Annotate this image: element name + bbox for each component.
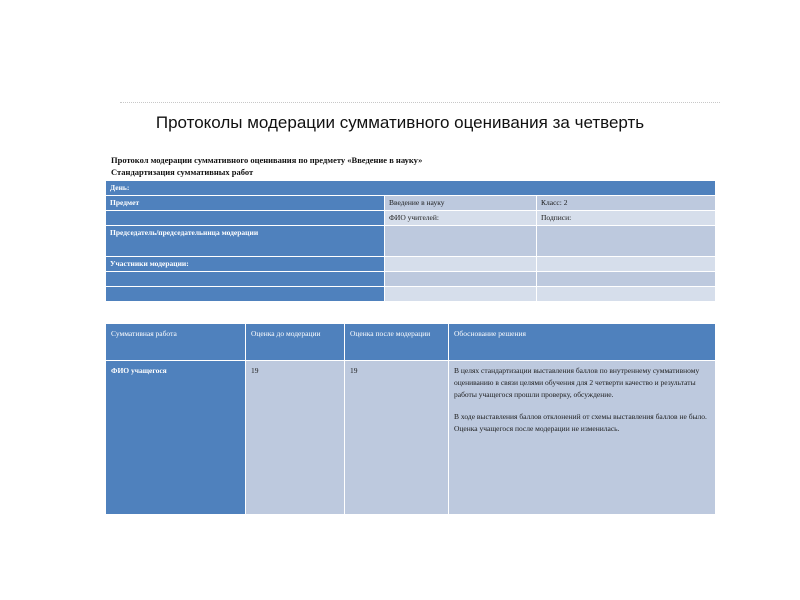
- justification-paragraph-2: В ходе выставления баллов отклонений от схемы выставления баллов не было. Оценка учащегося после модерации не изменилась.: [454, 412, 707, 433]
- header-score-after-text: Оценка после модерации: [350, 329, 431, 338]
- protocol-title: Протокол модерации суммативного оценивания по предмету «Введение в науку»: [111, 155, 423, 165]
- participant-row-2-value: [385, 287, 536, 301]
- subject-value: Введение в науку: [389, 198, 445, 207]
- chair-signature-cell: [537, 226, 715, 256]
- slide-title: Протоколы модерации суммативного оценивания за четверть: [155, 113, 645, 132]
- chair-label: Председатель/председательница модерации: [110, 228, 259, 237]
- participants-label: Участники модерации:: [110, 259, 189, 268]
- score-after-cell: [345, 361, 448, 514]
- subject-value-cell: [385, 196, 536, 210]
- day-label: День:: [110, 183, 130, 192]
- teacher-cell: [385, 211, 536, 225]
- participants-signature-cell: [537, 257, 715, 271]
- student-name-cell: [106, 361, 245, 514]
- student-label: ФИО учащегося: [111, 366, 167, 375]
- participant-row-1-value: [385, 272, 536, 286]
- header-score-before-text: Оценка до модерации: [251, 329, 321, 338]
- protocol-subtitle: Стандартизация суммативных работ: [111, 167, 254, 177]
- participants-label-cell: [106, 257, 384, 271]
- subject-label: Предмет: [110, 198, 140, 207]
- participant-row-2-signature: [537, 287, 715, 301]
- header-score-before: [246, 324, 344, 360]
- signature-label: Подписи:: [541, 213, 572, 222]
- score-before-value: 19: [251, 366, 259, 375]
- class-label: Класс: 2: [541, 198, 568, 207]
- signature-cell: [537, 211, 715, 225]
- day-row: [106, 181, 715, 195]
- score-before-cell: [246, 361, 344, 514]
- header-summative-work-text: Суммативная работа: [111, 329, 177, 338]
- blank-dark-cell: [106, 211, 384, 225]
- justification-cell: [449, 361, 715, 514]
- top-divider: [120, 102, 720, 103]
- participant-row-1-signature: [537, 272, 715, 286]
- justification-paragraph-1: В целях стандартизации выставления баллов по внутреннему суммативному оцениванию в связи целями обучения для 2 четверти качество и результаты работы учащегося прошли проверку, обсуждение.: [454, 366, 700, 399]
- chair-label-cell: [106, 226, 384, 256]
- header-score-after: [345, 324, 448, 360]
- chair-value-cell: [385, 226, 536, 256]
- class-cell: [537, 196, 715, 210]
- header-justification-text: Обоснование решения: [454, 329, 526, 338]
- participant-row-1: [106, 272, 384, 286]
- header-summative-work: [106, 324, 245, 360]
- participant-row-2: [106, 287, 384, 301]
- header-justification: [449, 324, 715, 360]
- teacher-label: ФИО учителей:: [389, 213, 439, 222]
- participants-value-cell: [385, 257, 536, 271]
- subject-label-cell: [106, 196, 384, 210]
- score-after-value: 19: [350, 366, 358, 375]
